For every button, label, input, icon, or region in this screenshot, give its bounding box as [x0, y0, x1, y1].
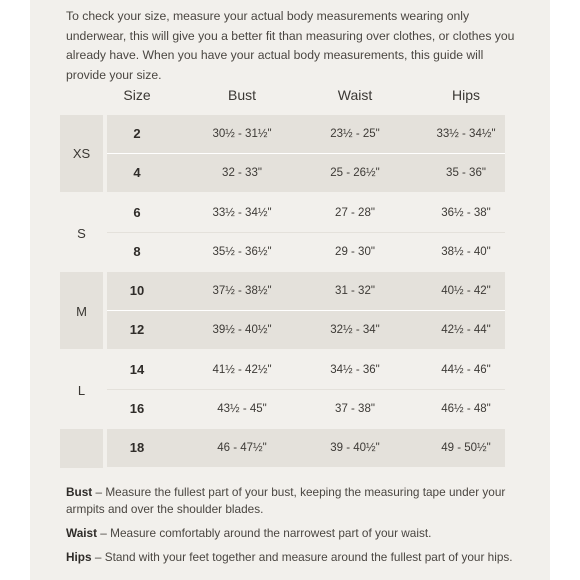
- group-label-cell: [60, 272, 103, 349]
- waist-cell: 39 - 40½": [330, 442, 380, 454]
- hips-cell: 49 - 50½": [441, 442, 491, 454]
- bust-cell: 30½ - 31½": [212, 128, 272, 140]
- table-row: [107, 115, 505, 153]
- bust-cell: 37½ - 38½": [212, 285, 272, 297]
- group-label: S: [77, 226, 86, 241]
- size-group-l: [60, 351, 505, 428]
- bust-cell: 39½ - 40½": [212, 324, 272, 336]
- hips-cell: 40½ - 42": [441, 285, 491, 297]
- group-label-cell: [60, 194, 103, 271]
- size-group-s: [60, 194, 505, 271]
- size-cell: 10: [129, 283, 145, 298]
- note-waist: [66, 525, 516, 542]
- note-text: – Measure comfortably around the narrowest part of your waist.: [97, 526, 432, 540]
- note-hips: [66, 549, 516, 566]
- table-row: [107, 390, 505, 428]
- waist-cell: 25 - 26½": [330, 167, 380, 179]
- hips-cell: 35 - 36": [446, 167, 486, 179]
- bust-cell: 41½ - 42½": [212, 364, 272, 376]
- bust-cell: 46 - 47½": [217, 442, 267, 454]
- measurement-notes: [66, 484, 516, 573]
- note-term: Bust: [66, 485, 93, 499]
- size-group-xs: [60, 115, 505, 192]
- group-label: M: [76, 304, 87, 319]
- size-cell: 12: [129, 322, 145, 337]
- table-row: [107, 311, 505, 349]
- size-cell: 4: [133, 165, 141, 180]
- table-row: [107, 154, 505, 192]
- note-text: – Stand with your feet together and measure around the fullest part of your hips.: [91, 550, 513, 564]
- table-row: [107, 272, 505, 310]
- hips-cell: 38½ - 40": [441, 246, 491, 258]
- bust-cell: 43½ - 45": [217, 403, 267, 415]
- hips-cell: 46½ - 48": [441, 403, 491, 415]
- group-label: L: [77, 383, 86, 398]
- size-cell: 14: [129, 362, 145, 377]
- intro-text: [66, 7, 516, 85]
- group-label: XS: [72, 146, 91, 161]
- waist-cell: 29 - 30": [335, 246, 375, 258]
- intro-paragraph: To check your size, measure your actual body measurements wearing only underwear, this will give you a better fit than measuring over clothes, or clothes you already have. When you have your actual body measurements, this guide will provide your size.: [66, 9, 515, 82]
- hips-cell: 44½ - 46": [441, 364, 491, 376]
- size-cell: 18: [129, 440, 145, 455]
- size-cell: 2: [133, 126, 141, 141]
- note-term: Waist: [66, 526, 98, 540]
- column-header-waist: Waist: [337, 87, 373, 103]
- size-group-m: [60, 272, 505, 349]
- waist-cell: 23½ - 25": [330, 128, 380, 140]
- size-cell: 6: [133, 205, 141, 220]
- waist-cell: 31 - 32": [335, 285, 375, 297]
- waist-cell: 34½ - 36": [330, 364, 380, 376]
- bust-cell: 32 - 33": [222, 167, 262, 179]
- table-row: [107, 351, 505, 389]
- waist-cell: 32½ - 34": [330, 324, 380, 336]
- column-header-bust: Bust: [227, 87, 256, 103]
- hips-cell: 33½ - 34½": [436, 128, 496, 140]
- column-header-hips: Hips: [451, 87, 480, 103]
- note-term: Hips: [66, 550, 92, 564]
- group-label-cell: [60, 351, 103, 428]
- size-group-18: [60, 429, 505, 468]
- table-row: [107, 233, 505, 271]
- bust-cell: 35½ - 36½": [212, 246, 272, 258]
- bust-cell: 33½ - 34½": [212, 207, 272, 219]
- note-bust: [66, 484, 516, 518]
- waist-cell: 27 - 28": [335, 207, 375, 219]
- table-row: [107, 429, 505, 467]
- hips-cell: 36½ - 38": [441, 207, 491, 219]
- table-row: [107, 194, 505, 232]
- hips-cell: 42½ - 44": [441, 324, 491, 336]
- group-label-cell: [60, 115, 103, 192]
- waist-cell: 37 - 38": [335, 403, 375, 415]
- column-header-size: Size: [123, 87, 151, 103]
- size-guide-panel: [30, 0, 550, 580]
- group-label-cell: [60, 429, 103, 468]
- size-cell: 16: [129, 401, 145, 416]
- size-cell: 8: [133, 244, 141, 259]
- note-text: – Measure the fullest part of your bust, keeping the measuring tape under your armpits and over the shoulder blades.: [66, 485, 506, 516]
